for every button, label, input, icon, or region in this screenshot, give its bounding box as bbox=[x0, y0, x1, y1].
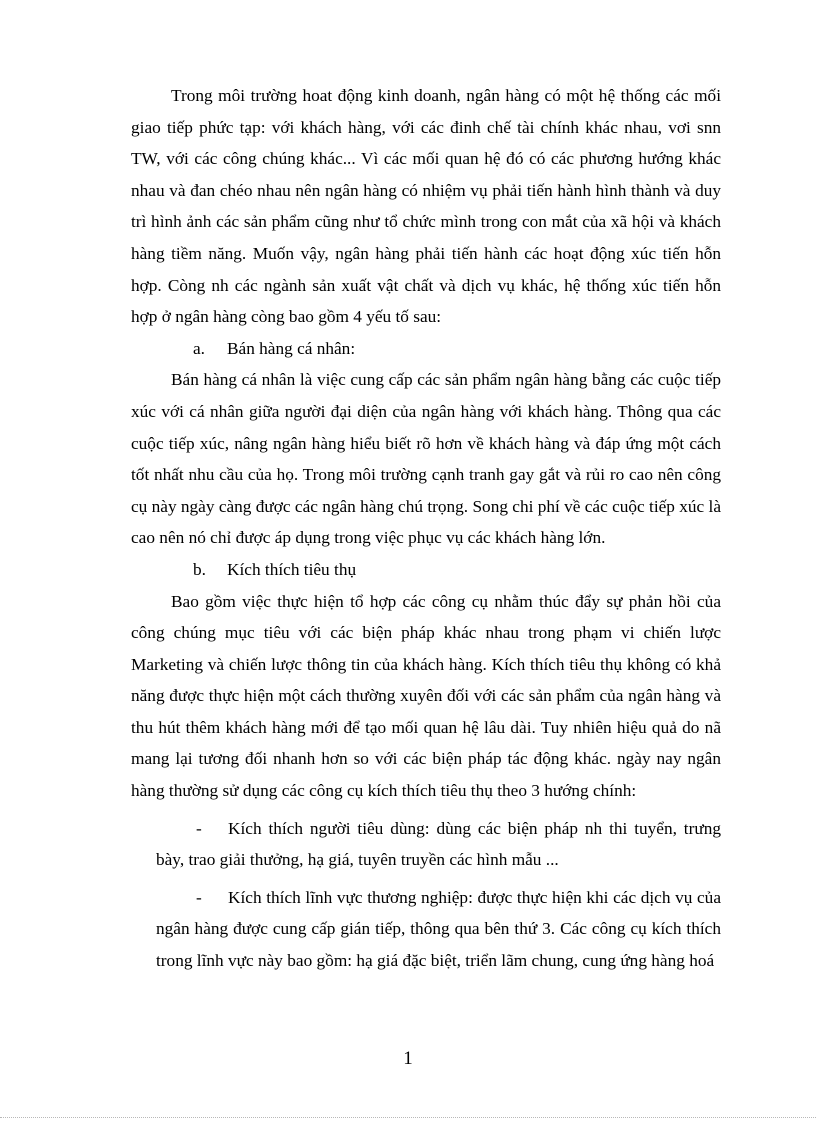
bullet-item-commerce bbox=[131, 882, 721, 977]
section-marker-a: a. bbox=[193, 338, 205, 358]
section-title-a: Bán hàng cá nhân: bbox=[227, 338, 356, 358]
section-marker-b: b. bbox=[193, 559, 206, 579]
bullet-item-consumer bbox=[131, 813, 721, 876]
section-a-paragraph: Bán hàng cá nhân là việc cung cấp các sản phẩm ngân hàng bằng các cuộc tiếp xúc với cá nhân giữa người đại diện của ngân hàng với khách hàng. Thông qua các cuộc tiếp xúc, nâng ngân hàng hiểu biết rõ hơn về khách hàng và đáp ứng một cách tốt nhất nhu cầu của họ. Trong môi trường cạnh tranh gay gắt và rủi ro cao nên công cụ này ngày càng được các ngân hàng chú trọng. Song chi phí về các cuộc tiếp xúc là cao nên nó chỉ được áp dụng trong việc phục vụ các khách hàng lớn. bbox=[131, 370, 722, 548]
intro-paragraph: Trong môi trường hoat động kinh doanh, ngân hàng có một hệ thống các mối giao tiếp phức tạp: với khách hàng, với các đinh chế tài chính khác nhau, vơi snn TW, với các công chúng khác... Vì các mối quan hệ đó có các phương hướng khác nhau và đan chéo nhau nên ngân hàng có nhiệm vụ phải tiến hành hình thành và duy trì hình ảnh các sản phẩm cũng như tổ chức mình trong con mắt của xã hội và khách hàng tiềm năng. Muốn vậy, ngân hàng phải tiến hành các hoạt động xúc tiến hỗn hợp. Còng nh các ngành sản xuất vật chất và dịch vụ khác, hệ thống xúc tiến hỗn hợp ở ngân hàng còng bao gồm 4 yếu tố sau: bbox=[131, 86, 721, 327]
bullet-text: Kích thích người tiêu dùng: dùng các biện pháp nh thi tuyển, trưng bày, trao giải thưởng, hạ giá, tuyên truyền các hình mẫu ... bbox=[156, 818, 721, 870]
page-number: 1 bbox=[403, 1048, 413, 1069]
bullet-dash: - bbox=[196, 887, 202, 907]
section-b-paragraph: Bao gồm việc thực hiện tổ hợp các công cụ nhằm thúc đẩy sự phản hồi của công chúng mục tiêu với các biện pháp khác nhau trong phạm vi chiến lược Marketing và chiến lược thông tin của khách hàng. Kích thích tiêu thụ không có khả năng được thực hiện một cách thường xuyên đối với các sản phẩm của ngân hàng và thu hút thêm khách hàng mới để tạo mối quan hệ lâu dài. Tuy nhiên hiệu quả do nã mang lại tương đối nhanh hơn so với các biện pháp tác động khác. ngày nay ngân hàng thường sử dụng các công cụ kích thích tiêu thụ theo 3 hướng chính: bbox=[131, 591, 721, 801]
bullet-dash: - bbox=[196, 818, 202, 838]
section-heading-b bbox=[131, 554, 721, 586]
document-body bbox=[131, 80, 721, 977]
bullet-text: Kích thích lĩnh vực thương nghiệp: được thực hiện khi các dịch vụ của ngân hàng được cung cấp gián tiếp, thông qua bên thứ 3. Các công cụ kích thích trong lĩnh vực này bao gồm: hạ giá đặc biệt, triển lãm chung, cung ứng hàng hoá bbox=[156, 887, 721, 971]
section-title-b: Kích thích tiêu thụ bbox=[227, 559, 357, 579]
section-heading-a bbox=[131, 333, 721, 365]
page-bottom-divider bbox=[0, 1117, 816, 1118]
